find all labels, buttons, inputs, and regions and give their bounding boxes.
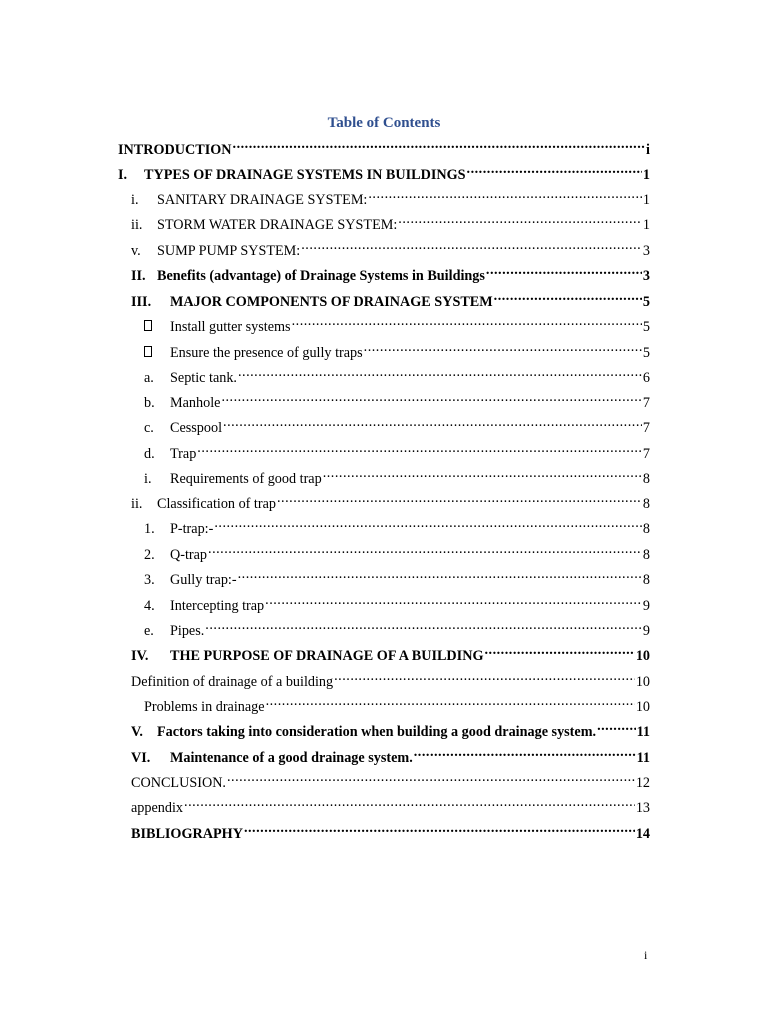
- toc-entry[interactable]: [144, 513, 650, 537]
- toc-entry-page: 13: [635, 800, 650, 816]
- toc-dot-leader: [184, 792, 635, 812]
- toc-dot-leader: [197, 438, 642, 458]
- toc-entry-label: Requirements of good trap: [170, 471, 322, 487]
- toc-entry[interactable]: [144, 438, 650, 462]
- toc-entry[interactable]: [144, 412, 650, 436]
- toc-entry[interactable]: [131, 640, 650, 664]
- toc-entry-label: Ensure the presence of gully traps: [170, 345, 363, 361]
- toc-dot-leader: [227, 767, 635, 787]
- toc-entry-label: STORM WATER DRAINAGE SYSTEM:: [157, 217, 398, 233]
- toc-entry[interactable]: [144, 463, 650, 487]
- toc-entry[interactable]: [144, 539, 650, 563]
- toc-entry-number: 1.: [144, 521, 155, 537]
- toc-entry-page: 8: [642, 572, 650, 588]
- toc-dot-leader: [484, 640, 634, 660]
- toc-entry-number: 2.: [144, 547, 155, 563]
- toc-entry-label: Trap: [170, 446, 197, 462]
- toc-entry-number: V.: [131, 724, 143, 740]
- toc-dot-leader: [301, 235, 642, 255]
- toc-entry-number: i.: [131, 192, 139, 208]
- toc-entry-page: 3: [642, 243, 650, 259]
- toc-entry-label: SANITARY DRAINAGE SYSTEM:: [157, 192, 368, 208]
- toc-entry[interactable]: [131, 742, 650, 766]
- toc-entry[interactable]: [131, 666, 650, 690]
- toc-entry-page: 1: [642, 217, 650, 233]
- toc-entry[interactable]: [144, 590, 650, 614]
- toc-entry-label: Septic tank.: [170, 370, 237, 386]
- toc-dot-leader: [597, 716, 636, 736]
- toc-entry[interactable]: [144, 387, 650, 411]
- toc-entry-label: Intercepting trap: [170, 598, 265, 614]
- toc-entry-label: BIBLIOGRAPHY: [131, 826, 243, 842]
- toc-entry-page: 8: [642, 496, 650, 512]
- toc-entry-label: Definition of drainage of a building: [131, 674, 334, 690]
- toc-entry-number: I.: [118, 167, 128, 183]
- toc-entry[interactable]: [131, 488, 650, 512]
- toc-entry[interactable]: [144, 564, 650, 588]
- toc-entry-number: ii.: [131, 496, 143, 512]
- toc-entry-page: 7: [642, 446, 650, 462]
- toc-entry[interactable]: [131, 818, 650, 842]
- toc-dot-leader: [494, 286, 642, 306]
- toc-entry-page: 10: [635, 674, 650, 690]
- toc-entry-label: Manhole: [170, 395, 221, 411]
- bullet-box-icon: [144, 343, 170, 363]
- toc-entry-label: CONCLUSION.: [131, 775, 226, 791]
- toc-entry-label: INTRODUCTION: [118, 142, 232, 158]
- toc-dot-leader: [398, 209, 642, 229]
- toc-dot-leader: [323, 463, 642, 483]
- toc-entry-page: 9: [642, 623, 650, 639]
- toc-entry-page: 8: [642, 521, 650, 537]
- toc-dot-leader: [334, 666, 635, 686]
- toc-dot-leader: [221, 387, 641, 407]
- toc-entry[interactable]: [144, 691, 650, 715]
- toc-dot-leader: [238, 362, 642, 382]
- toc-entry-page: 14: [635, 826, 650, 842]
- toc-entry-number: III.: [131, 294, 152, 310]
- toc-dot-leader: [277, 488, 642, 508]
- toc-dot-leader: [205, 615, 642, 635]
- toc-entry-label: MAJOR COMPONENTS OF DRAINAGE SYSTEM: [170, 294, 493, 310]
- toc-entry-page: 12: [635, 775, 650, 791]
- toc-entry-number: c.: [144, 420, 154, 436]
- toc-entry-page: 1: [642, 192, 650, 208]
- toc-dot-leader: [223, 412, 642, 432]
- toc-dot-leader: [244, 818, 635, 838]
- toc-entry[interactable]: [131, 260, 650, 284]
- toc-dot-leader: [214, 513, 642, 533]
- toc-entry-label: Install gutter systems: [170, 319, 291, 335]
- toc-entry[interactable]: [118, 159, 650, 183]
- toc-entry[interactable]: [131, 209, 650, 233]
- toc-entry[interactable]: [131, 767, 650, 791]
- toc-entry[interactable]: [131, 716, 650, 740]
- toc-dot-leader: [233, 134, 646, 154]
- toc-entry-label: Gully trap:-: [170, 572, 237, 588]
- toc-entry-page: 11: [636, 724, 650, 740]
- toc-entry-label: TYPES OF DRAINAGE SYSTEMS IN BUILDINGS: [144, 167, 466, 183]
- toc-entry[interactable]: [144, 615, 650, 639]
- toc-entry[interactable]: [144, 362, 650, 386]
- toc-entry-page: 6: [642, 370, 650, 386]
- toc-dot-leader: [292, 311, 642, 331]
- toc-entry-number: 4.: [144, 598, 155, 614]
- toc-entry[interactable]: [131, 792, 650, 816]
- footer-page-number: i: [644, 948, 648, 962]
- toc-entry-page: 9: [642, 598, 650, 614]
- toc-dot-leader: [266, 691, 635, 711]
- toc-dot-leader: [208, 539, 642, 559]
- toc-entry[interactable]: [131, 235, 650, 259]
- toc-entry-page: 3: [642, 268, 650, 284]
- toc-dot-leader: [486, 260, 642, 280]
- toc-entry-number: IV.: [131, 648, 149, 664]
- toc-entry-page: 1: [642, 167, 650, 183]
- toc-entry-label: SUMP PUMP SYSTEM:: [157, 243, 301, 259]
- bullet-box-icon: [144, 317, 170, 337]
- toc-entry[interactable]: [131, 184, 650, 208]
- toc-dot-leader: [364, 337, 642, 357]
- toc-entry[interactable]: [144, 311, 650, 335]
- toc-entry-label: THE PURPOSE OF DRAINAGE OF A BUILDING: [170, 648, 484, 664]
- toc-entry-number: VI.: [131, 750, 151, 766]
- toc-entry-label: Problems in drainage: [144, 699, 265, 715]
- toc-entry-number: v.: [131, 243, 141, 259]
- toc-entry-label: Q-trap: [170, 547, 208, 563]
- toc-entry-page: 8: [642, 547, 650, 563]
- toc-entry-page: 5: [642, 294, 650, 310]
- toc-entry-number: e.: [144, 623, 154, 639]
- toc-entry-label: P-trap:-: [170, 521, 214, 537]
- toc-entry-number: d.: [144, 446, 155, 462]
- toc-dot-leader: [238, 564, 642, 584]
- toc-dot-leader: [265, 590, 642, 610]
- toc-entry-page: 7: [642, 420, 650, 436]
- toc-entry-label: Pipes.: [170, 623, 205, 639]
- toc-entry-page: 10: [635, 699, 650, 715]
- toc-entry[interactable]: [118, 134, 650, 158]
- toc-entry-number: 3.: [144, 572, 155, 588]
- toc-dot-leader: [368, 184, 642, 204]
- toc-entry-label: Factors taking into consideration when building a good drainage system.: [157, 724, 597, 740]
- toc-entry-label: Classification of trap: [157, 496, 276, 512]
- toc-entry-number: a.: [144, 370, 154, 386]
- toc-entry[interactable]: [144, 337, 650, 361]
- toc-entry-page: 11: [636, 750, 650, 766]
- toc-entry[interactable]: [131, 286, 650, 310]
- toc-entry-label: Cesspool: [170, 420, 223, 436]
- toc-dot-leader: [414, 742, 636, 762]
- toc-entry-label: Benefits (advantage) of Drainage Systems in Buildings: [157, 268, 485, 284]
- toc-entry-label: appendix: [131, 800, 184, 816]
- toc-entry-page: i: [646, 142, 650, 158]
- toc-entry-number: b.: [144, 395, 155, 411]
- toc-entry-number: i.: [144, 471, 152, 487]
- toc-entry-page: 10: [635, 648, 650, 664]
- toc-entry-page: 7: [642, 395, 650, 411]
- toc-title: Table of Contents: [327, 115, 441, 131]
- toc-entry-number: ii.: [131, 217, 143, 233]
- toc-dot-leader: [467, 159, 642, 179]
- toc-entry-label: Maintenance of a good drainage system.: [170, 750, 413, 766]
- toc-entry-page: 8: [642, 471, 650, 487]
- toc-entry-page: 5: [642, 319, 650, 335]
- toc-entry-number: II.: [131, 268, 146, 284]
- toc-entry-page: 5: [642, 345, 650, 361]
